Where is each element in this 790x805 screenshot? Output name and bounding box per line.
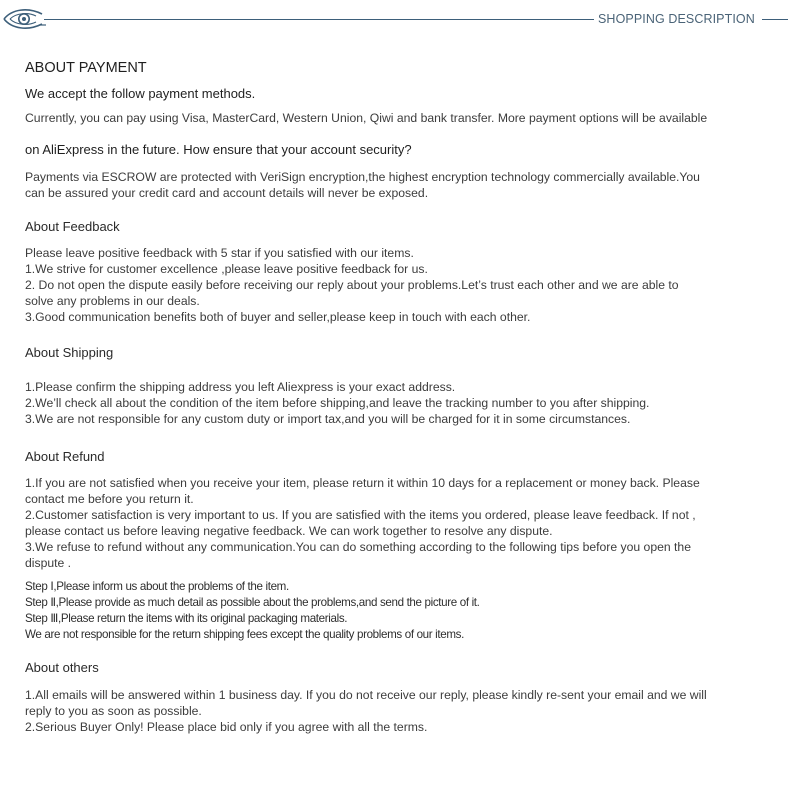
refund-text bbox=[25, 475, 765, 571]
text-line: 1.If you are not satisfied when you receive your item, please return it within 10 days for a replacement or money back. Please bbox=[25, 476, 700, 490]
text-line: solve any problems in our deals. bbox=[25, 294, 200, 308]
feedback-heading: About Feedback bbox=[25, 219, 120, 234]
text-line: 1.All emails will be answered within 1 business day. If you do not receive our reply, please kindly re-sent your email and we will bbox=[25, 688, 707, 702]
feedback-text bbox=[25, 245, 765, 325]
text-line: 3.We refuse to refund without any communication.You can do something according to the following tips before you open the bbox=[25, 540, 691, 554]
shipping-heading: About Shipping bbox=[25, 345, 114, 360]
text-line: 2.We’ll check all about the condition of the item before shipping,and leave the tracking number to you after shipping. bbox=[25, 396, 650, 410]
header-divider-right bbox=[762, 19, 788, 20]
payment-security-text bbox=[25, 169, 765, 201]
text-line: 2.Serious Buyer Only! Please place bid only if you agree with all the terms. bbox=[25, 720, 428, 734]
text-line: please contact us before leaving negative feedback. We can work together to resolve any dispute. bbox=[25, 524, 553, 538]
refund-heading: About Refund bbox=[25, 449, 105, 464]
text-line: dispute . bbox=[25, 556, 72, 570]
others-heading: About others bbox=[25, 660, 99, 675]
text-line: Payments via ESCROW are protected with VeriSign encryption,the highest encryption technology commercially available.You bbox=[25, 170, 700, 184]
page-header bbox=[0, 0, 790, 40]
text-line: reply to you as soon as possible. bbox=[25, 704, 202, 718]
text-line: contact me before you return it. bbox=[25, 492, 194, 506]
refund-note: We are not responsible for the return shipping fees except the quality problems of our items. bbox=[25, 628, 464, 641]
text-line: 2. Do not open the dispute easily before receiving our reply about your problems.Let’s trust each other and we are able to bbox=[25, 278, 679, 292]
header-title: SHOPPING DESCRIPTION bbox=[598, 12, 755, 26]
text-line: 3.Good communication benefits both of buyer and seller,please keep in touch with each other. bbox=[25, 310, 531, 324]
payment-subheading: We accept the follow payment methods. bbox=[25, 86, 256, 101]
eye-logo-icon bbox=[2, 6, 48, 32]
refund-step: Step Ⅲ,Please return the items with its original packaging materials. bbox=[25, 612, 348, 625]
refund-step: Step Ⅰ,Please inform us about the problems of the item. bbox=[25, 580, 289, 593]
text-line: can be assured your credit card and account details will never be exposed. bbox=[25, 186, 429, 200]
text-line: 2.Customer satisfaction is very important to us. If you are satisfied with the items you ordered, please leave feedback. If not , bbox=[25, 508, 696, 522]
others-text bbox=[25, 687, 765, 735]
refund-steps bbox=[25, 579, 765, 643]
text-line: 1.Please confirm the shipping address you left Aliexpress is your exact address. bbox=[25, 380, 456, 394]
refund-step: Step Ⅱ,Please provide as much detail as possible about the problems,and send the picture of it. bbox=[25, 596, 480, 609]
payment-security-heading: on AliExpress in the future. How ensure that your account security? bbox=[25, 142, 412, 157]
shipping-text bbox=[25, 379, 765, 427]
text-line: Please leave positive feedback with 5 star if you satisfied with our items. bbox=[25, 246, 414, 260]
text-line: 1.We strive for customer excellence ,please leave positive feedback for us. bbox=[25, 262, 428, 276]
header-divider-left bbox=[44, 19, 594, 20]
payment-methods-text: Currently, you can pay using Visa, MasterCard, Western Union, Qiwi and bank transfer. More payment options will be available bbox=[25, 111, 708, 125]
payment-heading: ABOUT PAYMENT bbox=[25, 60, 147, 76]
text-line: 3.We are not responsible for any custom duty or import tax,and you will be charged for it in some circumstances. bbox=[25, 412, 631, 426]
